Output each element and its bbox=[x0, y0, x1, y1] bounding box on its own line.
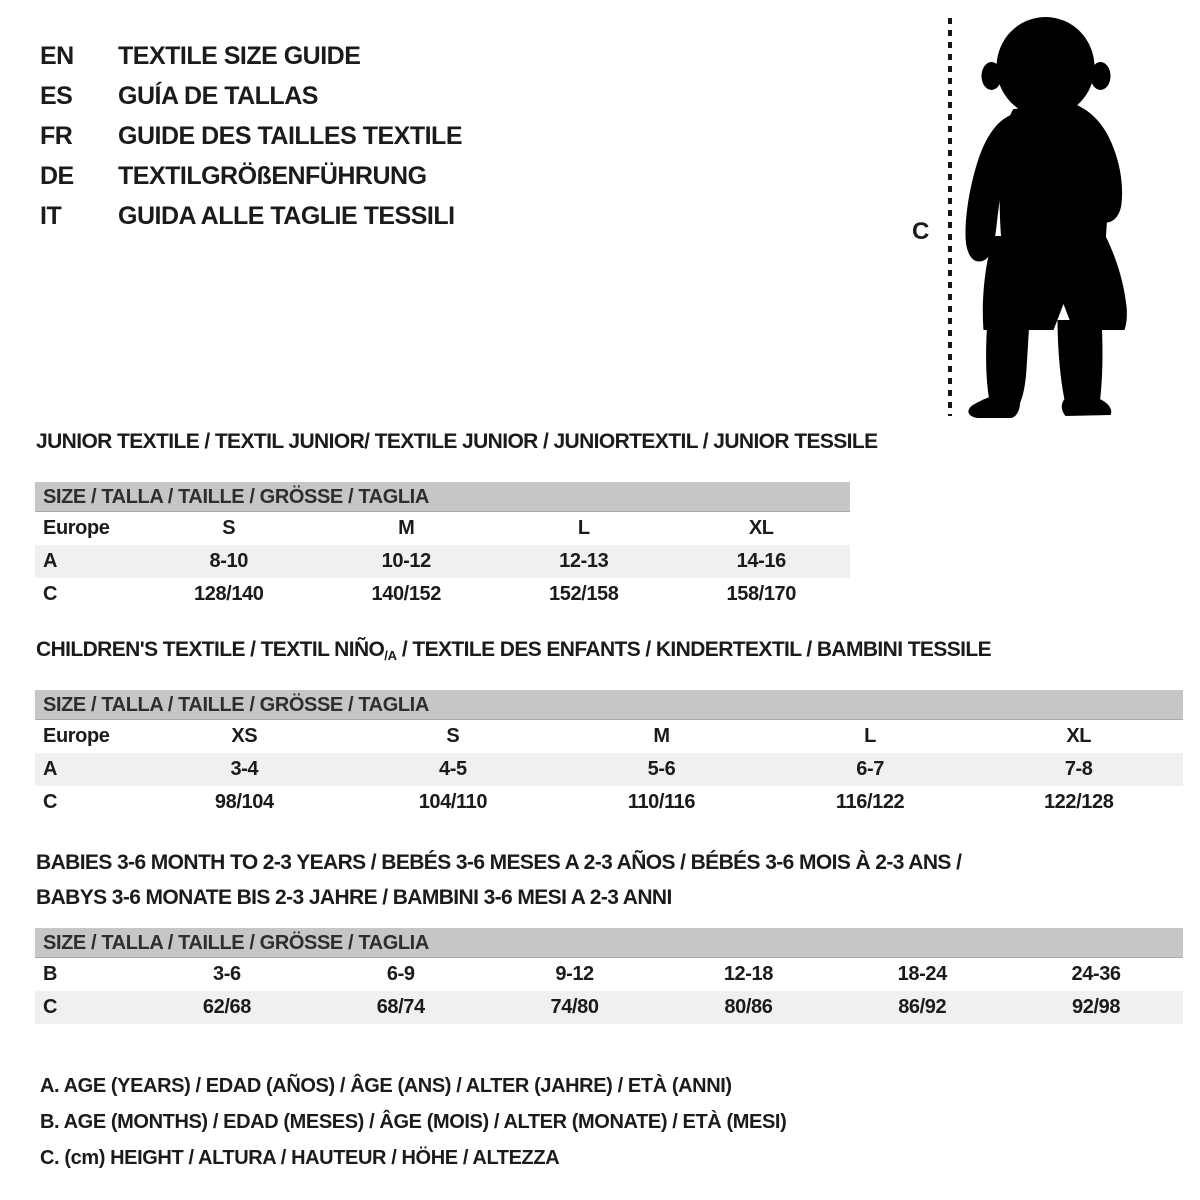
table-cell: M bbox=[653, 725, 670, 747]
table-cell: 24-36 bbox=[1071, 963, 1121, 985]
row-label: Europe bbox=[43, 725, 110, 747]
table-cell: 140/152 bbox=[371, 583, 441, 605]
table-cell: 116/122 bbox=[835, 791, 905, 813]
babies-size-table bbox=[35, 928, 1183, 1024]
size-header-band: SIZE / TALLA / TAILLE / GRÖSSE / TAGLIA bbox=[35, 482, 850, 512]
children-section-title bbox=[36, 638, 991, 663]
table-cell: 10-12 bbox=[381, 550, 431, 572]
table-cell: 4-5 bbox=[439, 758, 467, 780]
legend-line-b: B. AGE (MONTHS) / EDAD (MESES) / ÂGE (MOIS) / ALTER (MONATE) / ETÀ (MESI) bbox=[40, 1111, 787, 1133]
table-cell: S bbox=[222, 517, 236, 539]
children-size-table bbox=[35, 690, 1183, 819]
table-cell: 6-9 bbox=[386, 963, 415, 985]
babies-section-title bbox=[36, 845, 961, 915]
language-guide-title: GUIDA ALLE TAGLIE TESSILI bbox=[118, 202, 455, 230]
table-cell: XL bbox=[748, 517, 774, 539]
table-row bbox=[35, 958, 1183, 991]
language-guide-title: TEXTILGRÖßENFÜHRUNG bbox=[118, 162, 427, 190]
measurement-legend bbox=[40, 1068, 786, 1176]
table-cell: 98/104 bbox=[214, 791, 274, 813]
children-title-prefix: CHILDREN'S TEXTILE / TEXTIL NIÑO bbox=[36, 638, 385, 661]
table-cell: 8-10 bbox=[209, 550, 248, 572]
size-header-band: SIZE / TALLA / TAILLE / GRÖSSE / TAGLIA bbox=[35, 928, 1183, 958]
language-code: DE bbox=[40, 162, 74, 190]
table-cell: 62/68 bbox=[202, 996, 251, 1018]
table-row bbox=[35, 512, 850, 545]
language-guide-title: GUÍA DE TALLAS bbox=[118, 82, 318, 110]
table-row bbox=[35, 753, 1183, 786]
row-label: C bbox=[43, 583, 58, 605]
table-cell: XS bbox=[231, 725, 258, 747]
language-row-es bbox=[40, 76, 462, 116]
table-cell: 12-13 bbox=[559, 550, 609, 572]
language-row-fr bbox=[40, 116, 462, 156]
language-code: IT bbox=[40, 202, 62, 230]
table-cell: 158/170 bbox=[726, 583, 796, 605]
table-cell: 110/116 bbox=[627, 791, 696, 813]
baby-silhouette bbox=[952, 14, 1140, 420]
table-cell: 122/128 bbox=[1043, 791, 1114, 813]
table-cell: 152/158 bbox=[549, 583, 619, 605]
row-label: C bbox=[43, 996, 58, 1018]
table-cell: 5-6 bbox=[647, 758, 676, 780]
language-title-list bbox=[40, 36, 462, 236]
table-cell: 104/110 bbox=[418, 791, 488, 813]
table-cell: M bbox=[398, 517, 415, 539]
measure-label-c: C bbox=[912, 218, 930, 245]
table-cell: 7-8 bbox=[1064, 758, 1093, 780]
table-cell: L bbox=[864, 725, 876, 747]
language-code: ES bbox=[40, 82, 73, 110]
legend-line-c: C. (cm) HEIGHT / ALTURA / HAUTEUR / HÖHE / ALTEZZA bbox=[40, 1147, 560, 1169]
table-row bbox=[35, 545, 850, 578]
table-row bbox=[35, 991, 1183, 1024]
legend-line-a: A. AGE (YEARS) / EDAD (AÑOS) / ÂGE (ANS) / ALTER (JAHRE) / ETÀ (ANNI) bbox=[40, 1075, 732, 1097]
language-code: EN bbox=[40, 42, 74, 70]
row-label: C bbox=[43, 791, 58, 813]
language-row-en bbox=[40, 36, 462, 76]
babies-title-line-1: BABIES 3-6 MONTH TO 2-3 YEARS / BEBÉS 3-6 MESES A 2-3 AÑOS / BÉBÉS 3-6 MOIS À 2-3 ANS / bbox=[36, 851, 962, 874]
table-cell: 74/80 bbox=[550, 996, 599, 1018]
language-row-it bbox=[40, 196, 462, 236]
table-cell: 6-7 bbox=[856, 758, 884, 780]
row-label: B bbox=[43, 963, 58, 985]
table-cell: L bbox=[577, 517, 590, 539]
children-title-suffix: / TEXTILE DES ENFANTS / KINDERTEXTIL / BAMBINI TESSILE bbox=[396, 638, 992, 661]
size-header-band: SIZE / TALLA / TAILLE / GRÖSSE / TAGLIA bbox=[35, 690, 1183, 720]
children-title-subscript: /A bbox=[384, 648, 397, 663]
junior-size-table bbox=[35, 482, 850, 611]
language-guide-title: TEXTILE SIZE GUIDE bbox=[118, 42, 361, 70]
table-cell: 3-6 bbox=[213, 963, 241, 985]
table-cell: 80/86 bbox=[724, 996, 773, 1018]
table-row bbox=[35, 786, 1183, 819]
table-cell: 14-16 bbox=[736, 550, 786, 572]
table-cell: 68/74 bbox=[376, 996, 425, 1018]
babies-title-line-2: BABYS 3-6 MONATE BIS 2-3 JAHRE / BAMBINI 3-6 MESI A 2-3 ANNI bbox=[36, 886, 672, 909]
table-cell: 9-12 bbox=[555, 963, 594, 985]
row-label: Europe bbox=[43, 517, 110, 539]
table-cell: 92/98 bbox=[1072, 996, 1121, 1018]
table-cell: 3-4 bbox=[230, 758, 259, 780]
language-row-de bbox=[40, 156, 462, 196]
table-cell: 18-24 bbox=[897, 963, 947, 985]
table-cell: 12-18 bbox=[723, 963, 773, 985]
table-cell: S bbox=[446, 725, 460, 747]
junior-section-title: JUNIOR TEXTILE / TEXTIL JUNIOR/ TEXTILE JUNIOR / JUNIORTEXTIL / JUNIOR TESSILE bbox=[36, 430, 878, 453]
row-label: A bbox=[43, 550, 58, 572]
baby-silhouette-graphic bbox=[952, 14, 1140, 420]
row-label: A bbox=[43, 758, 58, 780]
language-guide-title: GUIDE DES TAILLES TEXTILE bbox=[118, 122, 463, 150]
table-cell: XL bbox=[1066, 725, 1092, 747]
table-row bbox=[35, 578, 850, 611]
table-cell: 86/92 bbox=[898, 996, 947, 1018]
table-cell: 128/140 bbox=[194, 583, 264, 605]
table-row bbox=[35, 720, 1183, 753]
language-code: FR bbox=[40, 122, 73, 150]
